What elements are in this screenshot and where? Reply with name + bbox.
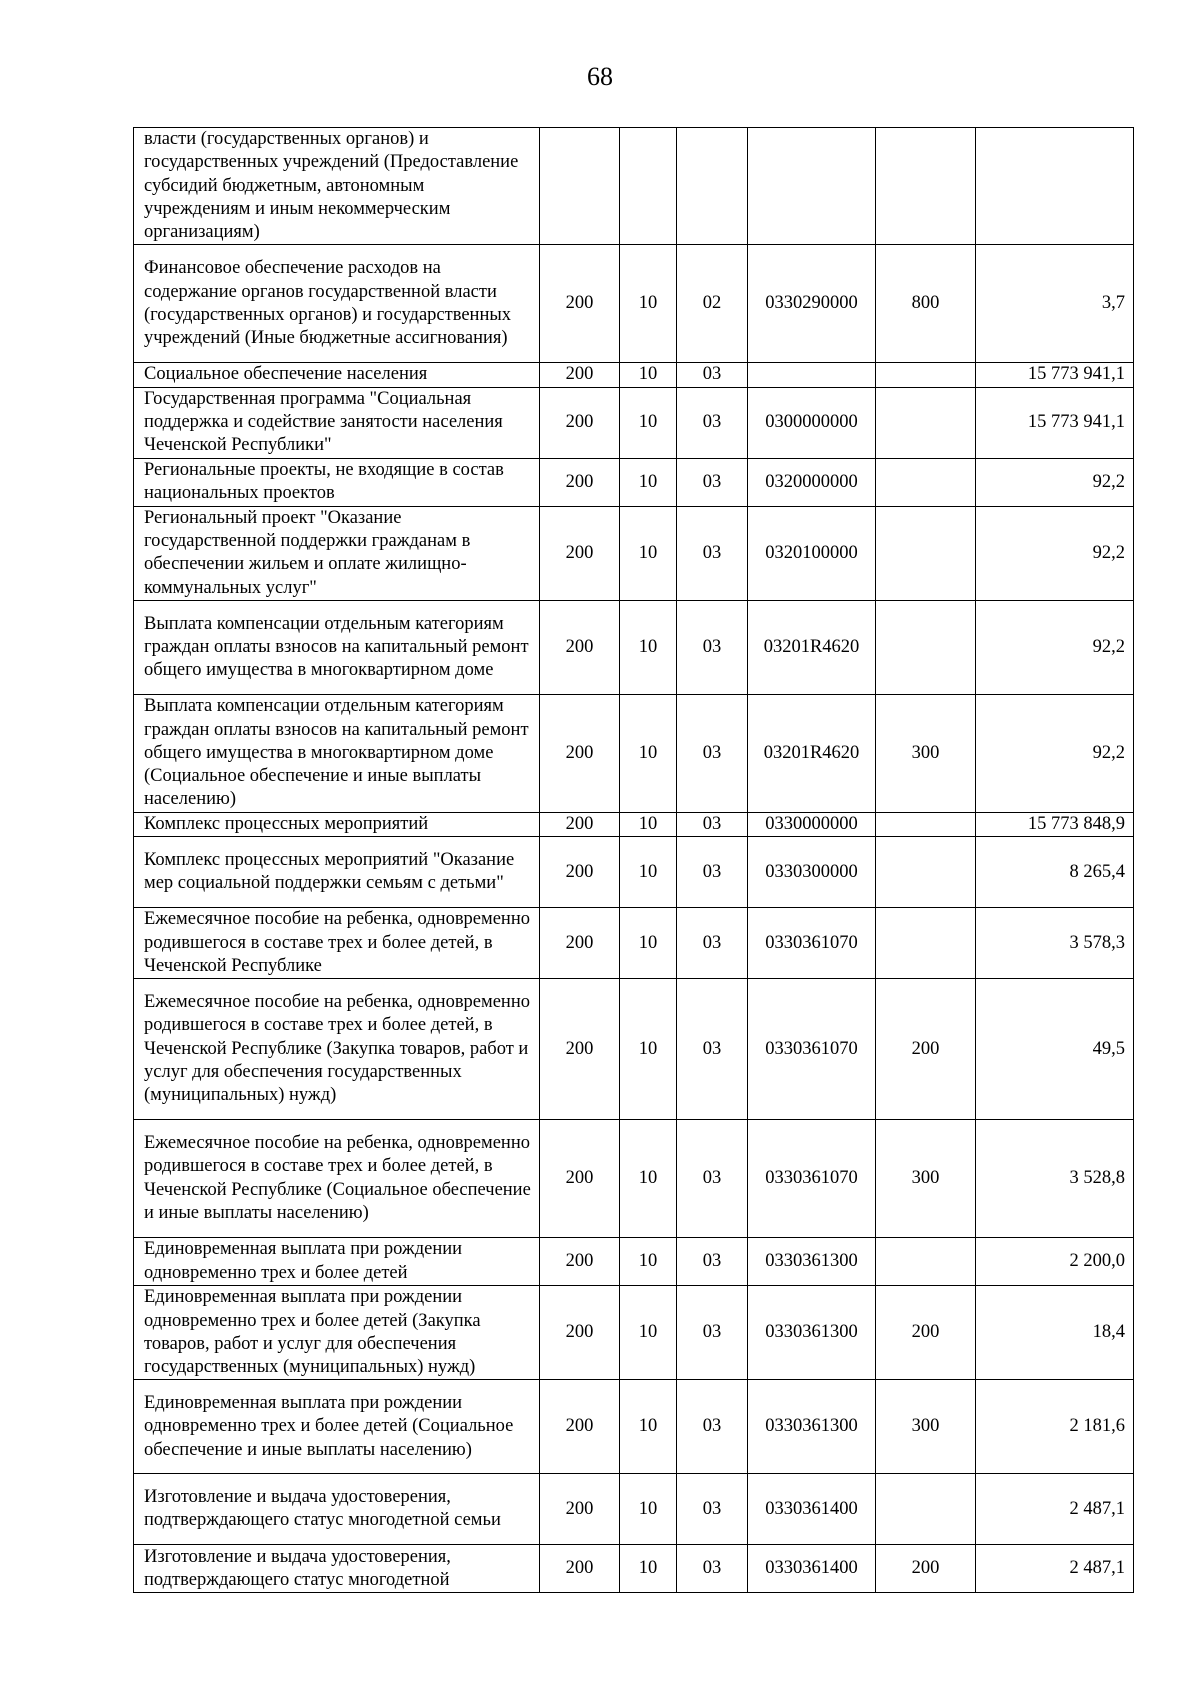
- row-ved: 200: [540, 363, 620, 387]
- row-csr: 0330300000: [748, 837, 876, 908]
- row-sum: 3 528,8: [976, 1120, 1134, 1238]
- row-csr: 0320100000: [748, 506, 876, 600]
- row-csr: 0330361400: [748, 1545, 876, 1593]
- row-pr: 02: [677, 245, 748, 363]
- row-sum: 92,2: [976, 506, 1134, 600]
- row-rz: 10: [620, 506, 677, 600]
- row-rz: 10: [620, 979, 677, 1120]
- row-ved: 200: [540, 694, 620, 812]
- row-csr: 0330361070: [748, 908, 876, 979]
- row-name: Региональные проекты, не входящие в состав национальных проектов: [134, 458, 540, 506]
- row-rz: 10: [620, 245, 677, 363]
- row-rz: 10: [620, 1120, 677, 1238]
- row-pr: 03: [677, 363, 748, 387]
- table-row: [134, 1286, 1134, 1380]
- row-pr: 03: [677, 600, 748, 694]
- row-ved: 200: [540, 1238, 620, 1286]
- row-rz: [620, 128, 677, 245]
- row-ved: 200: [540, 245, 620, 363]
- row-ved: 200: [540, 908, 620, 979]
- row-csr: 0330361070: [748, 979, 876, 1120]
- row-rz: 10: [620, 1238, 677, 1286]
- table-row: [134, 908, 1134, 979]
- row-vr: [876, 128, 976, 245]
- row-sum: 3,7: [976, 245, 1134, 363]
- row-ved: 200: [540, 979, 620, 1120]
- row-ved: [540, 128, 620, 245]
- page-number: 68: [587, 62, 613, 91]
- row-rz: 10: [620, 1380, 677, 1474]
- row-pr: 03: [677, 812, 748, 836]
- row-sum: 2 487,1: [976, 1474, 1134, 1545]
- row-rz: 10: [620, 694, 677, 812]
- row-name: Государственная программа "Социальная поддержка и содействие занятости населения Чеченской Республики": [134, 387, 540, 458]
- row-vr: [876, 1238, 976, 1286]
- table-row: [134, 245, 1134, 363]
- row-csr: 0330361070: [748, 1120, 876, 1238]
- row-pr: 03: [677, 387, 748, 458]
- row-vr: [876, 908, 976, 979]
- row-vr: [876, 812, 976, 836]
- row-sum: 92,2: [976, 600, 1134, 694]
- row-rz: 10: [620, 812, 677, 836]
- table-row: [134, 1238, 1134, 1286]
- row-vr: 200: [876, 1545, 976, 1593]
- table-row: [134, 1474, 1134, 1545]
- table-row: [134, 506, 1134, 600]
- row-sum: 49,5: [976, 979, 1134, 1120]
- row-ved: 200: [540, 506, 620, 600]
- row-csr: 0330000000: [748, 812, 876, 836]
- row-vr: [876, 600, 976, 694]
- row-csr: [748, 128, 876, 245]
- row-name: Региональный проект "Оказание государственной поддержки гражданам в обеспечении жильем и оплате жилищно-коммунальных услуг": [134, 506, 540, 600]
- table-row: [134, 694, 1134, 812]
- table-row: [134, 387, 1134, 458]
- row-sum: 2 181,6: [976, 1380, 1134, 1474]
- row-name: Выплата компенсации отдельным категориям граждан оплаты взносов на капитальный ремонт общего имущества в многоквартирном доме: [134, 600, 540, 694]
- row-csr: 03201R4620: [748, 600, 876, 694]
- row-name: Единовременная выплата при рождении одновременно трех и более детей (Социальное обеспечение и иные выплаты населению): [134, 1380, 540, 1474]
- row-vr: 300: [876, 1380, 976, 1474]
- row-pr: 03: [677, 1545, 748, 1593]
- table-row: [134, 837, 1134, 908]
- row-vr: [876, 1474, 976, 1545]
- row-vr: 300: [876, 1120, 976, 1238]
- table-row: [134, 128, 1134, 245]
- row-name: Ежемесячное пособие на ребенка, одновременно родившегося в составе трех и более детей, в Чеченской Республике (Закупка товаров, работ и услуг для обеспечения государственных (муниципальных) нужд): [134, 979, 540, 1120]
- row-pr: 03: [677, 1120, 748, 1238]
- row-ved: 200: [540, 1286, 620, 1380]
- row-sum: 15 773 941,1: [976, 363, 1134, 387]
- row-rz: 10: [620, 458, 677, 506]
- row-name: Единовременная выплата при рождении одновременно трех и более детей: [134, 1238, 540, 1286]
- row-sum: [976, 128, 1134, 245]
- row-pr: 03: [677, 1238, 748, 1286]
- row-pr: 03: [677, 506, 748, 600]
- row-name: Ежемесячное пособие на ребенка, одновременно родившегося в составе трех и более детей, в Чеченской Республике: [134, 908, 540, 979]
- row-rz: 10: [620, 600, 677, 694]
- row-pr: 03: [677, 458, 748, 506]
- row-ved: 200: [540, 812, 620, 836]
- row-csr: 0330290000: [748, 245, 876, 363]
- row-sum: 92,2: [976, 458, 1134, 506]
- row-csr: 0330361300: [748, 1286, 876, 1380]
- row-sum: 2 200,0: [976, 1238, 1134, 1286]
- row-sum: 15 773 848,9: [976, 812, 1134, 836]
- row-rz: 10: [620, 837, 677, 908]
- row-csr: 0300000000: [748, 387, 876, 458]
- table-row: [134, 979, 1134, 1120]
- row-name: Финансовое обеспечение расходов на содержание органов государственной власти (государственных органов) и государственных учреждений (Иные бюджетные ассигнования): [134, 245, 540, 363]
- row-name: Социальное обеспечение населения: [134, 363, 540, 387]
- row-name: Ежемесячное пособие на ребенка, одновременно родившегося в составе трех и более детей, в Чеченской Республике (Социальное обеспечение и иные выплаты населению): [134, 1120, 540, 1238]
- row-rz: 10: [620, 1474, 677, 1545]
- row-ved: 200: [540, 1380, 620, 1474]
- row-name: власти (государственных органов) и государственных учреждений (Предоставление субсидий бюджетным, автономным учреждениям и иным некоммерческим организациям): [134, 128, 540, 245]
- row-vr: 800: [876, 245, 976, 363]
- row-ved: 200: [540, 600, 620, 694]
- row-ved: 200: [540, 1545, 620, 1593]
- row-ved: 200: [540, 1120, 620, 1238]
- row-pr: 03: [677, 1286, 748, 1380]
- row-sum: 2 487,1: [976, 1545, 1134, 1593]
- row-name: Изготовление и выдача удостоверения, подтверждающего статус многодетной: [134, 1545, 540, 1593]
- row-rz: 10: [620, 908, 677, 979]
- row-rz: 10: [620, 1545, 677, 1593]
- row-csr: 0330361300: [748, 1380, 876, 1474]
- row-name: Единовременная выплата при рождении одновременно трех и более детей (Закупка товаров, работ и услуг для обеспечения государственных (муниципальных) нужд): [134, 1286, 540, 1380]
- row-pr: 03: [677, 1474, 748, 1545]
- table-row: [134, 600, 1134, 694]
- row-csr: 0330361300: [748, 1238, 876, 1286]
- row-pr: 03: [677, 837, 748, 908]
- row-vr: 200: [876, 1286, 976, 1380]
- table-row: [134, 1545, 1134, 1593]
- row-pr: 03: [677, 979, 748, 1120]
- row-ved: 200: [540, 1474, 620, 1545]
- row-pr: 03: [677, 908, 748, 979]
- row-vr: [876, 458, 976, 506]
- row-name: Изготовление и выдача удостоверения, подтверждающего статус многодетной семьи: [134, 1474, 540, 1545]
- row-csr: 03201R4620: [748, 694, 876, 812]
- table-row: [134, 363, 1134, 387]
- table-row: [134, 1120, 1134, 1238]
- row-sum: 3 578,3: [976, 908, 1134, 979]
- row-vr: [876, 363, 976, 387]
- row-ved: 200: [540, 837, 620, 908]
- row-name: Комплекс процессных мероприятий: [134, 812, 540, 836]
- row-vr: 200: [876, 979, 976, 1120]
- table-row: [134, 458, 1134, 506]
- row-csr: 0330361400: [748, 1474, 876, 1545]
- table-row: [134, 812, 1134, 836]
- row-vr: [876, 506, 976, 600]
- row-vr: [876, 387, 976, 458]
- row-ved: 200: [540, 387, 620, 458]
- row-csr: [748, 363, 876, 387]
- row-vr: 300: [876, 694, 976, 812]
- budget-table: [133, 127, 1134, 1593]
- row-name: Выплата компенсации отдельным категориям граждан оплаты взносов на капитальный ремонт общего имущества в многоквартирном доме (Социальное обеспечение и иные выплаты населению): [134, 694, 540, 812]
- row-name: Комплекс процессных мероприятий "Оказание мер социальной поддержки семьям с детьми": [134, 837, 540, 908]
- row-sum: 18,4: [976, 1286, 1134, 1380]
- row-rz: 10: [620, 387, 677, 458]
- row-pr: 03: [677, 694, 748, 812]
- row-vr: [876, 837, 976, 908]
- row-sum: 92,2: [976, 694, 1134, 812]
- row-sum: 15 773 941,1: [976, 387, 1134, 458]
- table-row: [134, 1380, 1134, 1474]
- row-rz: 10: [620, 363, 677, 387]
- row-csr: 0320000000: [748, 458, 876, 506]
- row-ved: 200: [540, 458, 620, 506]
- row-sum: 8 265,4: [976, 837, 1134, 908]
- row-pr: 03: [677, 1380, 748, 1474]
- row-pr: [677, 128, 748, 245]
- row-rz: 10: [620, 1286, 677, 1380]
